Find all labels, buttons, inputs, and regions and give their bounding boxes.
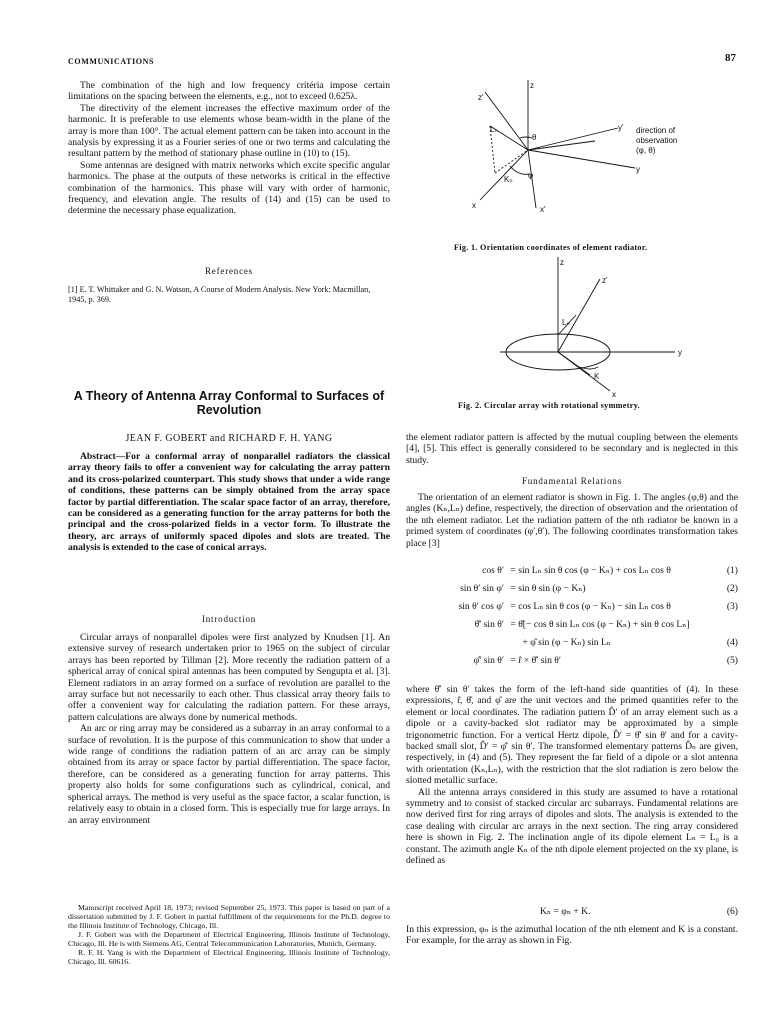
equation-6: Kₙ = φₙ + K. (540, 906, 591, 917)
label-zp: z' (478, 93, 484, 102)
equation-number: (1) (726, 565, 738, 576)
running-head: COMMUNICATIONS (68, 57, 155, 66)
label-Ln: Lₙ (562, 318, 570, 327)
yp-axis (528, 128, 618, 150)
label-theta: θ (532, 133, 537, 142)
equation-number: (3) (726, 601, 738, 612)
paragraph: Some antennas are designed with matrix networks which excite specific angular harmonics. The phase at the outputs of these networks is critical in the effective combination of the harmonics. This phase will vary with order of harmonic, frequency, and elevation angle. The results of (14) and (15) can be used to determine the necessary phase equalization. (68, 159, 390, 217)
zp-axis (485, 92, 528, 150)
phi-arc (510, 166, 530, 174)
label-Kn: Kₙ (504, 175, 513, 184)
eq-lhs: cos θ′ (482, 565, 504, 576)
eq-rhs: = θ̂[− cos θ sin Lₙ cos (φ − Kₙ) + sin θ cos Lₙ] (510, 619, 690, 630)
footnotes (68, 903, 390, 966)
paragraph: The orientation of an element radiator is shown in Fig. 1. The angles (φ,θ) and the angles (Kₙ,Lₙ) define, respectively, the direction of observation and the orientation of the nth element radiator. Let the radiation pattern of the nth radiator be known in a primed system of coordinates (φ′,θ′). The following coordinates transformation takes place [3] (406, 492, 738, 549)
label-x: x (612, 390, 616, 399)
equation-6-row (406, 906, 738, 920)
article-title: A Theory of Antenna Array Conformal to Surfaces of Revolution (73, 389, 385, 417)
right-body-text (406, 684, 738, 867)
K-arc (580, 367, 598, 369)
page-number: 87 (725, 52, 736, 64)
eq-lhs: θ̂′ sin θ′ (474, 619, 504, 630)
eq-rhs: = sin Lₙ sin θ cos (φ − Kₙ) + cos Lₙ cos θ (510, 565, 671, 576)
eq-rhs: + φ̂ sin (φ − Kₙ) sin Lₙ (522, 637, 611, 648)
label-z: z (560, 258, 564, 267)
equation-4b (406, 637, 611, 648)
right-top-text (406, 432, 738, 466)
label-observation: observation (636, 136, 678, 145)
abstract: Abstract—For a conformal array of nonparallel radiators the classical array theory fails to offer a convenient way for calculating the array pattern and its cross-polarized counterpart. This study shows that under a wide range of conditions, these patterns can be simply obtained from the array space factor by partial differentiation. The scalar space factor of an array, therefore, can be considered as a generating function for the array patterns for both the principal and the cross-polarized fields in a vector form. To illustrate the theory, arc arrays of uniformly spaced dipoles and slots are treated. The analysis is extended to the case of conical arrays. (68, 451, 390, 554)
y-axis (528, 150, 635, 168)
equations-block (406, 565, 738, 675)
paragraph: The directivity of the element increases the effective maximum order of the harmonic. It is preferable to use elements whose beam-width in the plane of the array is more than 100°. The actual element pattern can be taken into account in the analysis by expressing it as a Fourier series of one or two terms and calculating the resultant pattern by the method of stationary phase outline in (10) to (15). (68, 102, 390, 160)
fundamental-text (406, 492, 738, 549)
figure-2-caption: Fig. 2. Circular array with rotational symmetry. (458, 401, 640, 410)
footnote: J. F. Gobert was with the Department of Electrical Engineering, Illinois Institute of Technology, Chicago, Ill. He is with Siemens AG, Central Telecommunication Laboratories, Munich, Germany. (68, 930, 390, 948)
reference-1: [1] E. T. Whittaker and G. N. Watson, A Course of Modern Analysis. New York: Macmillan, 1945, p. 369. (68, 285, 371, 304)
figure-1-caption: Fig. 1. Orientation coordinates of element radiator. (454, 243, 648, 252)
footnote: Manuscript received April 18, 1973; revised September 25, 1973. This paper is based on part of a dissertation submitted by J. F. Gobert in partial fulfillment of the requirements for the Ph.D. degree to the Illinois Institute of Technology, Chicago, Ill. (68, 903, 390, 930)
intro-heading: Introduction (201, 614, 257, 624)
label-zp: z' (602, 276, 608, 285)
eq-rhs: = sin θ sin (φ − Kₙ) (510, 583, 586, 594)
equation-3 (406, 601, 671, 612)
eq-lhs: φ̂′ sin θ′ (473, 655, 504, 666)
eq-lhs: sin θ′ cos φ′ (458, 601, 504, 612)
fundamental-heading: Fundamental Relations (521, 476, 623, 486)
paragraph: the element radiator pattern is affected by the mutual coupling between the elements [4], [5]. This effect is generally considered to be secondary and is neglected in this study. (406, 432, 738, 466)
label-K: K (594, 372, 600, 381)
footnote: R. F. H. Yang is with the Department of Electrical Engineering, Illinois Institute of Technology, Chicago, Ill. 60616. (68, 948, 390, 966)
label-Ln: Lₙ (490, 125, 498, 134)
label-yp: y' (618, 123, 624, 132)
equation-5 (406, 655, 561, 666)
label-xp: x' (540, 205, 546, 214)
radius-line (558, 352, 590, 375)
label-direction: direction of (636, 126, 676, 135)
zp-axis (558, 279, 600, 352)
eq-rhs: = r̂ × θ̂′ sin θ′ (510, 655, 561, 666)
references-heading: References (205, 266, 253, 276)
label-z: z (530, 81, 534, 90)
equation-number: (4) (726, 637, 738, 648)
right-last-text (406, 924, 738, 947)
equation-number: (6) (726, 906, 738, 917)
paragraph: where θ̂′ sin θ′ takes the form of the left-hand side quantities of (4). In these expressions, r̂, θ̂, and φ̂ are the unit vectors and the primed quantities refer to the element or local coordinates. The radiation pattern D̂′ of an array element such as a dipole or a cavity-backed slot radiator may be approximated by a simple trigonometric function. For a vertical Hertz dipole, D̂′ = θ̂′ sin θ′ and for a cavity-backed small slot, D̂′ = φ̂′ sin θ′. The transformed elementary patterns D̂ₙ are given, respectively, in (4) and (5). They represent the far field of a dipole or a slot antenna with orientation (Kₙ,Lₙ), with the restriction that the slot radiation is zero below the slotted metallic surface. (406, 684, 738, 787)
label-phi: φ (528, 171, 534, 180)
paragraph: All the antenna arrays considered in this study are assumed to have a rotational symmetry and to consist of stacked circular arc subarrays. Fundamental relations are now derived first for ring arrays of dipoles and slots. The analysis is extended to the case dealing with circular arc arrays in the next section. The ring array considered here is shown in Fig. 2. The inclination angle of its dipole element Lₙ = L₀ is a constant. The azimuth angle Kₙ of the nth dipole element projected on the xy plane, is defined as (406, 786, 738, 867)
paragraph: The combination of the high and low frequency critéria impose certain limitations on the spacing between the elements, e.g., not to exceed 0.625λ. (68, 80, 390, 103)
theta-arc (520, 137, 532, 138)
equation-1 (426, 565, 671, 576)
eq-rhs: = cos Lₙ sin θ cos (φ − Kₙ) − sin Lₙ cos θ (510, 601, 671, 612)
equation-2 (406, 583, 586, 594)
paragraph: In this expression, φₙ is the azimuthal location of the nth element and K is a constant. For example, for the array as shown in Fig. (406, 924, 738, 947)
label-x: x (472, 201, 476, 210)
equation-number: (5) (726, 655, 738, 666)
label-y: y (678, 348, 682, 357)
equation-4a (406, 619, 690, 630)
figure-1 (440, 78, 740, 243)
equation-number: (2) (726, 583, 738, 594)
authors: JEAN F. GOBERT and RICHARD F. H. YANG (125, 433, 333, 444)
label-coords: (φ, θ) (636, 146, 656, 155)
eq-lhs: sin θ′ sin φ′ (460, 583, 504, 594)
label-y: y (636, 165, 640, 174)
observation-line (528, 141, 595, 150)
paragraph: Circular arrays of nonparallel dipoles were first analyzed by Knudsen [1]. An extensive survey of research undertaken prior to 1965 on the subject of circular arrays has been reported by Tillman [2]. More recently the radiation pattern of a spherical array of conical spiral antennas has been computed by Sengupta et al. [3]. Element radiators in an array formed on a surface of revolution are parallel to the array surface but not necessarily to each other. Thus classical array theory fails to offer a convenient way for calculating the radiation pattern. For these arrays, pattern calculations are always done by numerical methods. (68, 632, 390, 723)
intro-text (68, 632, 390, 826)
left-top-text (68, 80, 390, 217)
paragraph: An arc or ring array may be considered as a subarray in an array conformal to a surface of revolution. It is the purpose of this communication to show that under a wide range of conditions the radiation pattern of an arc array can be simply obtained from its array or space factor by partial differentiation. The space factor, therefore, can be considered as a generating function for array patterns. This property also holds for some configurations such as cylindrical, conical, and spherical arrays. The method is very useful as the space factor, a scalar function, is relatively easy to obtain in a closed form. This is especially true for large arrays. In an array environment (68, 723, 390, 826)
figure-2 (480, 255, 700, 400)
